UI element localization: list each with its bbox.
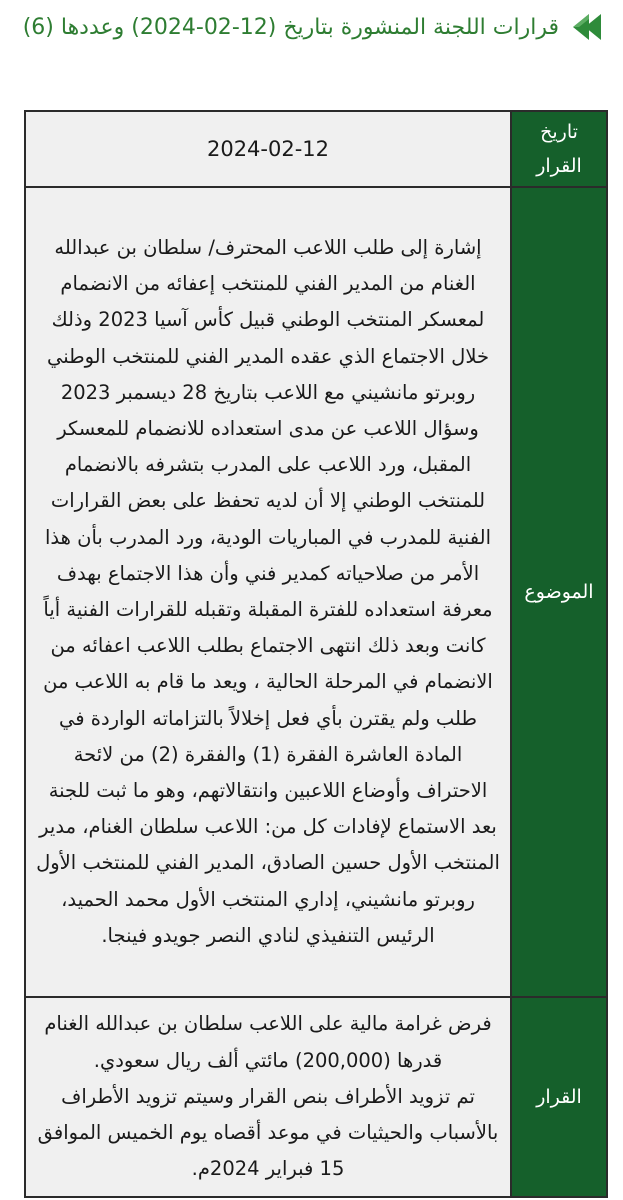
- decision-date-value: 2024-02-12: [25, 111, 511, 187]
- table-row: [25, 997, 607, 1197]
- double-chevron-left-icon: [573, 12, 609, 42]
- table-row: [25, 187, 607, 997]
- decision-text: [25, 997, 511, 1197]
- table-row: [25, 111, 607, 187]
- decision-notification-paragraph: تم تزويد الأطراف بنص القرار وسيتم تزويد الأطراف بالأسباب والحيثيات في موعد أقصاه يوم الخميس الموافق 15 فبراير 2024م.: [37, 1084, 499, 1181]
- page-header: [14, 6, 609, 50]
- subject-label: الموضوع: [511, 187, 607, 997]
- decision-label: القرار: [511, 997, 607, 1197]
- decision-date-label: تاريخ القرار: [511, 111, 607, 187]
- decision-fine-paragraph: فرض غرامة مالية على اللاعب سلطان بن عبدالله الغنام قدرها (200,000) مائتي ألف ريال سعودي.: [44, 1012, 492, 1072]
- decision-table: [24, 110, 608, 1198]
- page-title: قرارات اللجنة المنشورة بتاريخ (12-02-2024) وعددها (6): [22, 15, 559, 40]
- subject-text: إشارة إلى طلب اللاعب المحترف/ سلطان بن عبدالله الغنام من المدير الفني للمنتخب إعفائه من الانضمام لمعسكر المنتخب الوطني قبيل كأس آسيا 2023 وذلك خلال الاجتماع الذي عقده المدير الفني للمنتخب الوطني روبرتو مانشيني مع اللاعب بتاريخ 28 ديسمبر 2023 وسؤال اللاعب عن مدى استعداده للانضمام للمعسكر المقبل، ورد اللاعب على المدرب بتشرفه بالانضمام للمنتخب الوطني إلا أن لديه تحفظ على بعض القرارات الفنية للمدرب في المباريات الودية، ورد المدرب بأن هذا الأمر من صلاحياته كمدير فني وأن هذا الاجتماع بهدف معرفة استعداده للفترة المقبلة وتقبله للقرارات الفنية أياً كانت وبعد ذلك انتهى الاجتماع بطلب اللاعب اعفائه من الانضمام في المرحلة الحالية ، ويعد ما قام به اللاعب من طلب ولم يقترن بأي فعل إخلالاً بالتزاماته الواردة في المادة العاشرة الفقرة (1) والفقرة (2) من لائحة الاحتراف وأوضاع اللاعبين وانتقالاتهم، وهو ما ثبت للجنة بعد الاستماع لإفادات كل من: اللاعب سلطان الغنام، مدير المنتخب الأول حسين الصادق، المدير الفني للمنتخب الأول روبرتو مانشيني، إداري المنتخب الأول محمد الحميد، الرئيس التنفيذي لنادي النصر جويدو فينجا.: [25, 187, 511, 997]
